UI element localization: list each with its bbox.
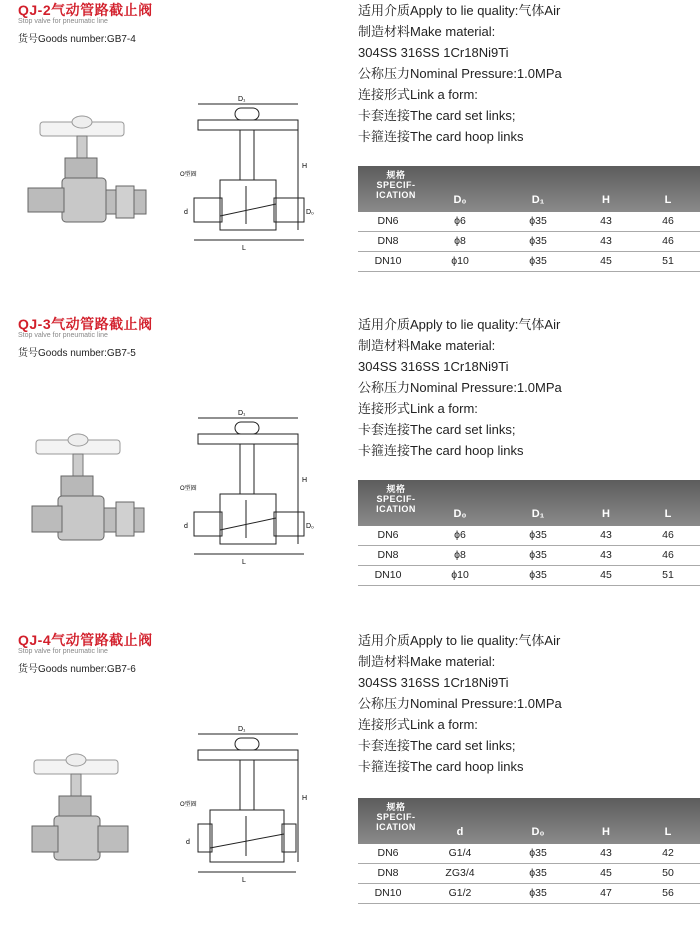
spec-medium: 适用介质Apply to lie quality:气体Air xyxy=(358,317,561,332)
col-head: D₀ xyxy=(453,194,467,206)
spec-table xyxy=(358,166,700,272)
label-d0: D₀ xyxy=(306,209,314,216)
product-qj2 xyxy=(0,0,700,300)
label-ring: O型圈 xyxy=(180,172,197,178)
table-row: DN6 ϕ6 ϕ35 43 46 xyxy=(358,526,700,546)
table-row: DN6 G1/4 ϕ35 43 42 xyxy=(358,844,700,864)
spec-card-hoop: 卡箍连接The card hoop links xyxy=(358,443,524,458)
label-d: d xyxy=(184,209,188,216)
col-head: D₀ xyxy=(453,508,467,520)
spec-link-label: 连接形式Link a form: xyxy=(358,87,478,102)
label-h: H xyxy=(302,477,308,484)
table-row: DN6 ϕ6 ϕ35 43 46 xyxy=(358,212,700,232)
spec-card-set: 卡套连接The card set links; xyxy=(358,108,516,123)
label-d: d xyxy=(186,839,190,846)
table-row: DN8 ϕ8 ϕ35 43 46 xyxy=(358,546,700,566)
product-subtitle: Stop valve for pneumatic line xyxy=(18,332,108,339)
label-h: H xyxy=(302,795,308,802)
goods-number: 货号Goods number:GB7-6 xyxy=(18,664,136,675)
spec-pressure: 公称压力Nominal Pressure:1.0MPa xyxy=(358,66,562,81)
table-header xyxy=(358,480,700,526)
spec-material-label: 制造材料Make material: xyxy=(358,338,496,353)
valve-drawing xyxy=(180,720,330,900)
label-l: L xyxy=(242,245,246,252)
col-head: D₀ xyxy=(531,826,545,838)
spec-head-label: 规格 SPECIF- ICATION xyxy=(376,170,416,200)
spec-material-label: 制造材料Make material: xyxy=(358,654,496,669)
label-l: L xyxy=(242,877,246,884)
col-head: D₁ xyxy=(531,508,545,520)
spec-list xyxy=(358,0,688,147)
product-title: QJ-4气动管路截止阀 xyxy=(18,632,153,648)
spec-card-hoop: 卡箍连接The card hoop links xyxy=(358,129,524,144)
product-title: QJ-3气动管路截止阀 xyxy=(18,316,153,332)
label-ring: O型圈 xyxy=(180,802,197,808)
table-header xyxy=(358,798,700,844)
spec-link-label: 连接形式Link a form: xyxy=(358,717,478,732)
spec-card-set: 卡套连接The card set links; xyxy=(358,422,516,437)
col-head: L xyxy=(664,194,672,206)
table-row: DN10 G1/2 ϕ35 47 56 xyxy=(358,884,700,904)
spec-pressure: 公称压力Nominal Pressure:1.0MPa xyxy=(358,696,562,711)
col-head: L xyxy=(664,826,672,838)
product-subtitle: Stop valve for pneumatic line xyxy=(18,18,108,25)
spec-list xyxy=(358,314,688,461)
spec-material: 304SS 316SS 1Cr18Ni9Ti xyxy=(358,45,509,60)
col-head: D₁ xyxy=(531,194,545,206)
spec-head-label: 规格 SPECIF- ICATION xyxy=(376,484,416,514)
spec-card-set: 卡套连接The card set links; xyxy=(358,738,516,753)
spec-pressure: 公称压力Nominal Pressure:1.0MPa xyxy=(358,380,562,395)
product-qj3 xyxy=(0,314,700,614)
spec-material: 304SS 316SS 1Cr18Ni9Ti xyxy=(358,359,509,374)
label-h: H xyxy=(302,163,308,170)
table-header xyxy=(358,166,700,212)
label-d1: D₁ xyxy=(238,96,246,103)
valve-photo xyxy=(20,726,160,876)
col-head: H xyxy=(602,508,610,520)
table-row: DN10 ϕ10 ϕ35 45 51 xyxy=(358,566,700,586)
table-row: DN10 ϕ10 ϕ35 45 51 xyxy=(358,252,700,272)
label-d1: D₁ xyxy=(238,726,246,733)
spec-list xyxy=(358,630,688,777)
spec-medium: 适用介质Apply to lie quality:气体Air xyxy=(358,3,561,18)
label-d0: D₀ xyxy=(306,523,314,530)
table-row: DN8 ZG3/4 ϕ35 45 50 xyxy=(358,864,700,884)
label-l: L xyxy=(242,559,246,566)
spec-table xyxy=(358,798,700,904)
col-head: H xyxy=(602,194,610,206)
col-head: H xyxy=(602,826,610,838)
spec-medium: 适用介质Apply to lie quality:气体Air xyxy=(358,633,561,648)
valve-drawing xyxy=(180,404,330,584)
label-ring: O型圈 xyxy=(180,486,197,492)
goods-number: 货号Goods number:GB7-5 xyxy=(18,348,136,359)
spec-link-label: 连接形式Link a form: xyxy=(358,401,478,416)
spec-card-hoop: 卡箍连接The card hoop links xyxy=(358,759,524,774)
table-row: DN8 ϕ8 ϕ35 43 46 xyxy=(358,232,700,252)
label-d: d xyxy=(184,523,188,530)
spec-material-label: 制造材料Make material: xyxy=(358,24,496,39)
spec-material: 304SS 316SS 1Cr18Ni9Ti xyxy=(358,675,509,690)
col-head: L xyxy=(664,508,672,520)
valve-drawing xyxy=(180,90,330,270)
spec-table xyxy=(358,480,700,586)
product-qj4 xyxy=(0,630,700,930)
product-subtitle: Stop valve for pneumatic line xyxy=(18,648,108,655)
product-title: QJ-2气动管路截止阀 xyxy=(18,2,153,18)
spec-head-label: 规格 SPECIF- ICATION xyxy=(376,802,416,832)
col-head: d xyxy=(456,826,464,838)
label-d1: D₁ xyxy=(238,410,246,417)
goods-number: 货号Goods number:GB7-4 xyxy=(18,34,136,45)
valve-photo xyxy=(20,96,160,246)
valve-photo xyxy=(20,410,160,560)
